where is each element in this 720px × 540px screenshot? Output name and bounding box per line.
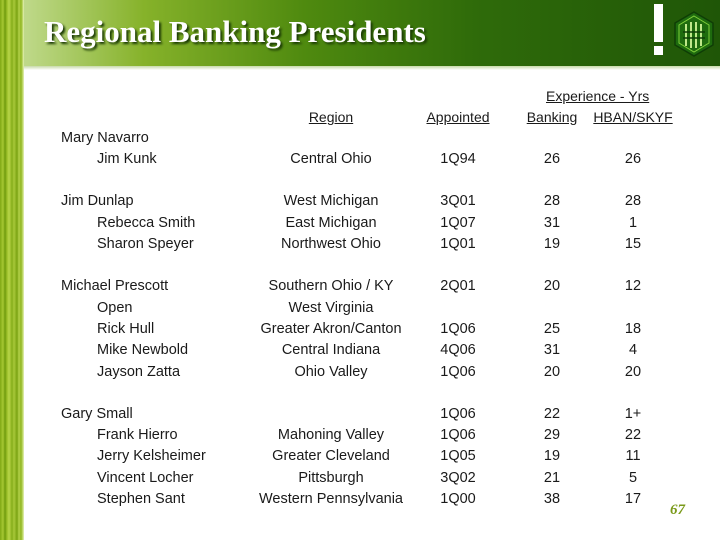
president-name: Open — [97, 300, 133, 316]
table-row — [0, 151, 720, 172]
appointed-cell: 3Q01 — [440, 193, 476, 209]
table-row — [0, 406, 720, 427]
banking-years-cell: 29 — [543, 427, 561, 443]
president-name: Vincent Locher — [97, 470, 194, 486]
header-shadow — [24, 66, 720, 70]
experience-group-header: Experience - Yrs — [546, 88, 650, 104]
banking-years-cell: 31 — [543, 342, 561, 358]
region-cell: West Virginia — [288, 300, 374, 316]
region-cell: Pittsburgh — [298, 470, 364, 486]
president-name: Rick Hull — [97, 321, 155, 337]
region-cell: East Michigan — [285, 215, 377, 231]
appointed-cell: 1Q06 — [440, 406, 476, 422]
president-name: Rebecca Smith — [97, 215, 196, 231]
banking-years-cell: 19 — [543, 448, 561, 464]
banking-years-cell: 22 — [543, 406, 561, 422]
hban-skyf-years-cell: 1+ — [624, 406, 642, 422]
hban-skyf-years-cell: 22 — [624, 427, 642, 443]
hban-skyf-years-cell: 28 — [624, 193, 642, 209]
banking-years-cell: 28 — [543, 193, 561, 209]
banking-years-cell: 38 — [543, 491, 561, 507]
banking-years-cell: 26 — [543, 151, 561, 167]
region-cell: Ohio Valley — [294, 364, 368, 380]
hban-skyf-years-cell: 20 — [624, 364, 642, 380]
president-name: Jim Kunk — [97, 151, 157, 167]
president-name: Sharon Speyer — [97, 236, 194, 252]
hban-skyf-years-cell: 5 — [628, 470, 638, 486]
hban-skyf-years-cell: 4 — [628, 342, 638, 358]
exclamation-bar-decoration — [654, 4, 663, 42]
region-cell: Northwest Ohio — [281, 236, 381, 252]
region-cell: Greater Akron/Canton — [260, 321, 402, 337]
region-cell: Central Indiana — [281, 342, 381, 358]
appointed-cell: 4Q06 — [440, 342, 476, 358]
table-row — [0, 215, 720, 236]
appointed-cell: 3Q02 — [440, 470, 476, 486]
table-row — [0, 300, 720, 321]
hban-skyf-years-cell: 15 — [624, 236, 642, 252]
appointed-cell: 1Q94 — [440, 151, 476, 167]
table-row — [0, 364, 720, 385]
table-row — [0, 193, 720, 214]
appointed-cell: 1Q01 — [440, 236, 476, 252]
appointed-cell: 1Q05 — [440, 448, 476, 464]
region-column-header: Region — [308, 109, 354, 125]
appointed-cell: 1Q06 — [440, 321, 476, 337]
region-cell: Central Ohio — [290, 151, 372, 167]
hban-skyf-years-cell: 17 — [624, 491, 642, 507]
region-cell: Western Pennsylvania — [258, 491, 404, 507]
banking-years-cell: 19 — [543, 236, 561, 252]
table-row — [0, 427, 720, 448]
table-row — [0, 278, 720, 299]
president-name: Stephen Sant — [97, 491, 185, 507]
president-name: Frank Hierro — [97, 427, 178, 443]
president-name: Mike Newbold — [97, 342, 189, 358]
table-row — [0, 342, 720, 363]
table-row — [0, 130, 720, 151]
appointed-cell: 2Q01 — [440, 278, 476, 294]
region-cell: Mahoning Valley — [277, 427, 385, 443]
bank-logo-icon — [673, 11, 715, 57]
table-row — [0, 470, 720, 491]
hban-skyf-years-cell: 11 — [625, 448, 641, 464]
table-row — [0, 491, 720, 512]
table-row — [0, 321, 720, 342]
president-name: Jayson Zatta — [97, 364, 181, 380]
banking-years-cell: 20 — [543, 278, 561, 294]
exclamation-dot-decoration — [654, 46, 663, 55]
page-title: Regional Banking Presidents — [44, 14, 426, 49]
president-name: Gary Small — [61, 406, 133, 422]
hban-skyf-years-cell: 26 — [624, 151, 642, 167]
banking-years-cell: 20 — [543, 364, 561, 380]
banking-years-cell: 21 — [543, 470, 561, 486]
region-cell: Southern Ohio / KY — [268, 278, 394, 294]
appointed-cell: 1Q07 — [440, 215, 476, 231]
table-row — [0, 448, 720, 469]
region-cell: Greater Cleveland — [272, 448, 390, 464]
banking-column-header: Banking — [526, 109, 578, 125]
hban-skyf-years-cell: 12 — [624, 278, 642, 294]
hban-skyf-column-header: HBAN/SKYF — [593, 109, 673, 125]
hban-skyf-years-cell: 18 — [624, 321, 642, 337]
region-cell: West Michigan — [283, 193, 379, 209]
page-number: 67 — [670, 502, 685, 518]
appointed-cell: 1Q00 — [440, 491, 476, 507]
appointed-cell: 1Q06 — [440, 427, 476, 443]
president-name: Michael Prescott — [61, 278, 169, 294]
appointed-column-header: Appointed — [426, 109, 490, 125]
hban-skyf-years-cell: 1 — [628, 215, 638, 231]
president-name: Jim Dunlap — [61, 193, 134, 209]
banking-years-cell: 31 — [543, 215, 561, 231]
banking-years-cell: 25 — [543, 321, 561, 337]
table-row — [0, 236, 720, 257]
appointed-cell: 1Q06 — [440, 364, 476, 380]
president-name: Jerry Kelsheimer — [97, 448, 206, 464]
president-name: Mary Navarro — [61, 130, 149, 146]
